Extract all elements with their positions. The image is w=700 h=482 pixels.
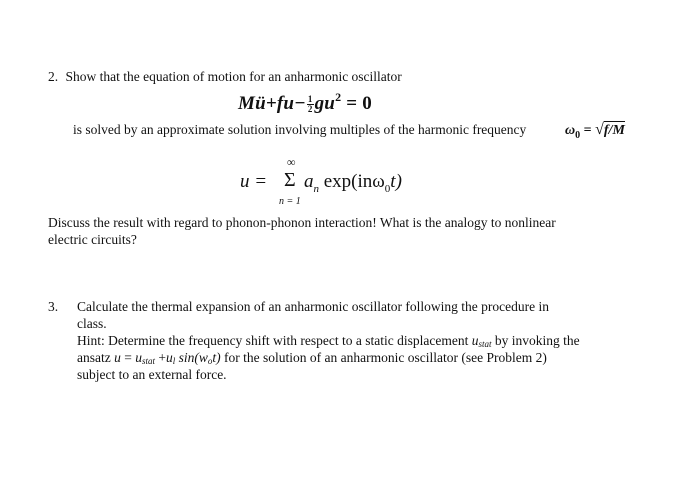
one-half-fraction bbox=[307, 95, 314, 114]
exp-term-end: t) bbox=[390, 171, 402, 192]
ansatz-u: u bbox=[114, 350, 121, 365]
equation-exponent: 2 bbox=[335, 90, 342, 104]
discussion-line-1: Discuss the result with regard to phonon-phonon interaction! What is the analogy to nonlinear bbox=[48, 215, 556, 230]
sqrt-icon: √ bbox=[595, 121, 604, 138]
omega-equals: = bbox=[580, 123, 596, 138]
problem-2-heading bbox=[48, 68, 402, 85]
sum-upper-limit: ∞ bbox=[287, 155, 296, 169]
hint-text: Hint: Determine the frequency shift with respect to a static displacement bbox=[77, 333, 472, 348]
fraction-denominator: 2 bbox=[307, 104, 313, 115]
omega-subscript: 0 bbox=[575, 129, 581, 141]
ansatz-label: ansatz bbox=[77, 350, 115, 365]
ansatz-description: for the solution of an anharmonic oscillator (see Problem 2) bbox=[220, 350, 547, 365]
harmonic-frequency-definition bbox=[565, 121, 625, 141]
hint-u-stat: u bbox=[471, 333, 479, 348]
omega-symbol: ω bbox=[565, 123, 576, 138]
equation-lhs: Mü+fu− bbox=[238, 93, 306, 114]
hint-text-end: by invoking the bbox=[491, 333, 580, 348]
ansatz-sin-end: t) bbox=[212, 350, 221, 365]
exp-term: exp(inω bbox=[319, 171, 385, 192]
fraction-numerator: 1 bbox=[307, 94, 313, 105]
discussion-line-2: electric circuits? bbox=[48, 232, 137, 247]
sum-term bbox=[304, 171, 402, 195]
problem-3-line-4: subject to an external force. bbox=[77, 367, 227, 382]
ansatz-u-l: u bbox=[166, 350, 173, 365]
problem-3-line-1: Calculate the thermal expansion of an anharmonic oscillator following the procedure in bbox=[77, 299, 549, 314]
hint-u-stat-subscript: stat bbox=[478, 339, 492, 349]
ansatz-u-l-subscript: l bbox=[172, 356, 176, 366]
problem-2-intro: Show that the equation of motion for an anharmonic oscillator bbox=[65, 69, 402, 84]
ansatz-u-stat-subscript: stat bbox=[141, 356, 155, 366]
sqrt-content: f/M bbox=[603, 123, 625, 138]
summation-symbol: Σ bbox=[284, 169, 296, 191]
problem-2-number: 2. bbox=[48, 69, 59, 84]
coefficient-a: a bbox=[304, 171, 314, 192]
sum-lhs: u = bbox=[240, 171, 268, 192]
ansatz-plus: + bbox=[155, 350, 166, 365]
equation-rhs-term: gu bbox=[314, 93, 336, 114]
ansatz-sin-subscript: o bbox=[207, 356, 213, 366]
exp-omega-subscript: 0 bbox=[384, 182, 391, 195]
sum-lower-limit: n = 1 bbox=[279, 196, 301, 207]
equation-rhs-zero: = 0 bbox=[341, 93, 372, 114]
ansatz-sin: sin(w bbox=[175, 350, 208, 365]
ansatz-u-stat: u bbox=[135, 350, 142, 365]
solution-description: is solved by an approximate solution involving multiples of the harmonic frequency bbox=[73, 122, 527, 137]
problem-3-line-2: class. bbox=[77, 316, 107, 331]
ansatz-equals: = bbox=[120, 350, 136, 365]
equation-of-motion bbox=[238, 90, 372, 115]
problem-3-number: 3. bbox=[48, 299, 59, 314]
coefficient-subscript: n bbox=[313, 182, 319, 195]
